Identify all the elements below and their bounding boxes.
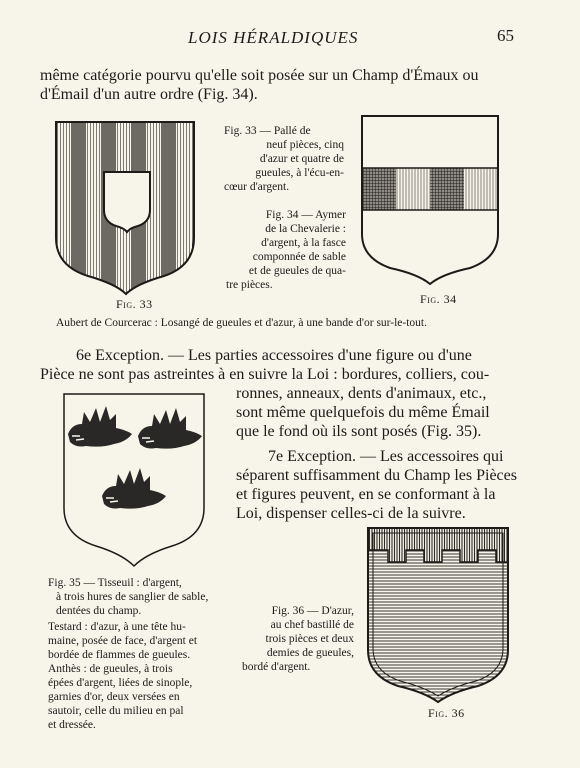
fig34-caption (226, 208, 346, 292)
intro-line: même catégorie pourvu qu'elle soit posée sur un Champ d'Émaux ou (40, 67, 479, 84)
intro-paragraph (40, 66, 540, 104)
running-title: LOIS HÉRALDIQUES (188, 28, 359, 47)
anthes-blazon (48, 662, 238, 732)
caption-line: Testard : d'azur, à une tête hu- (48, 621, 186, 633)
caption-line: sautoir, celle du milieu en pal (48, 705, 184, 717)
caption-line: et de gueules de qua- (248, 265, 346, 277)
exception7-line: 7e Exception. — Les accessoires qui (268, 448, 504, 465)
caption-line: épées d'argent, liées de sinople, (48, 677, 193, 689)
caption-line: cœur d'argent. (224, 181, 290, 193)
caption-line: à trois hures de sanglier de sable, (56, 591, 209, 603)
fig35-shield (62, 392, 212, 572)
exception6-line: ronnes, anneaux, dents d'animaux, etc., (236, 385, 487, 402)
caption-line: Fig. 36 — D'azur, (271, 605, 354, 617)
caption-line: Fig. 35 — Tisseuil : d'argent, (48, 577, 182, 589)
fig34-label: Fig. 34 (420, 292, 457, 306)
exception7-line: séparent suffisamment du Champ les Pièces (236, 467, 517, 484)
fig35-caption (48, 576, 238, 618)
page-number: 65 (497, 26, 514, 45)
caption-line: maine, posée de face, d'argent et (48, 635, 198, 647)
caption-line: trois pièces et deux (265, 633, 354, 645)
fig33-label: Fig. 33 (116, 297, 153, 311)
caption-line: bordée de flammes de gueules. (48, 649, 191, 661)
fig36-shield (366, 526, 514, 706)
caption-line: d'azur et quatre de (259, 153, 344, 165)
fig33-shield (54, 118, 204, 298)
aubert-blazon: Aubert de Courcerac : Losangé de gueules et d'azur, à une bande d'or sur-le-tout. (56, 317, 427, 329)
caption-line: au chef bastillé de (270, 619, 354, 631)
caption-line: garnies d'or, deux versées en (48, 691, 180, 703)
caption-line: componnée de sable (252, 251, 346, 263)
fig34-shield (360, 114, 505, 289)
exception7-line: et figures peuvent, en se conformant à la (236, 486, 496, 503)
caption-line: Fig. 33 — Pallé de (224, 125, 311, 137)
exception7-line: Loi, dispenser celles-ci de la suivre. (236, 505, 466, 522)
caption-line: de la Chevalerie : (265, 223, 346, 235)
caption-line: demies de gueules, (266, 647, 354, 659)
caption-line: dentées du champ. (56, 605, 142, 617)
caption-line: neuf pièces, cinq (266, 139, 344, 151)
exception6-line: sont même quelquefois du même Émail (236, 404, 490, 421)
caption-line: bordé d'argent. (242, 661, 311, 673)
exception6-line: Pièce ne sont pas astreintes à en suivre la Loi : bordures, colliers, cou- (40, 366, 490, 383)
fig36-label: Fig. 36 (428, 706, 465, 720)
caption-line: d'argent, à la fasce (261, 237, 346, 249)
exception6-line: que le fond où ils sont posés (Fig. 35). (236, 423, 482, 440)
fig36-caption (242, 604, 354, 674)
exception6-line: 6e Exception. — Les parties accessoires d'une figure ou d'une (76, 347, 472, 364)
caption-line: et dressée. (48, 719, 96, 731)
testard-blazon (48, 620, 238, 662)
caption-line: Fig. 34 — Aymer (265, 209, 346, 221)
fig33-caption (224, 124, 344, 194)
caption-line: gueules, à l'écu-en- (255, 167, 344, 179)
caption-line: tre pièces. (226, 279, 273, 291)
caption-line: Anthès : de gueules, à trois (48, 663, 173, 675)
intro-line: d'Émail d'un autre ordre (Fig. 34). (40, 86, 258, 103)
